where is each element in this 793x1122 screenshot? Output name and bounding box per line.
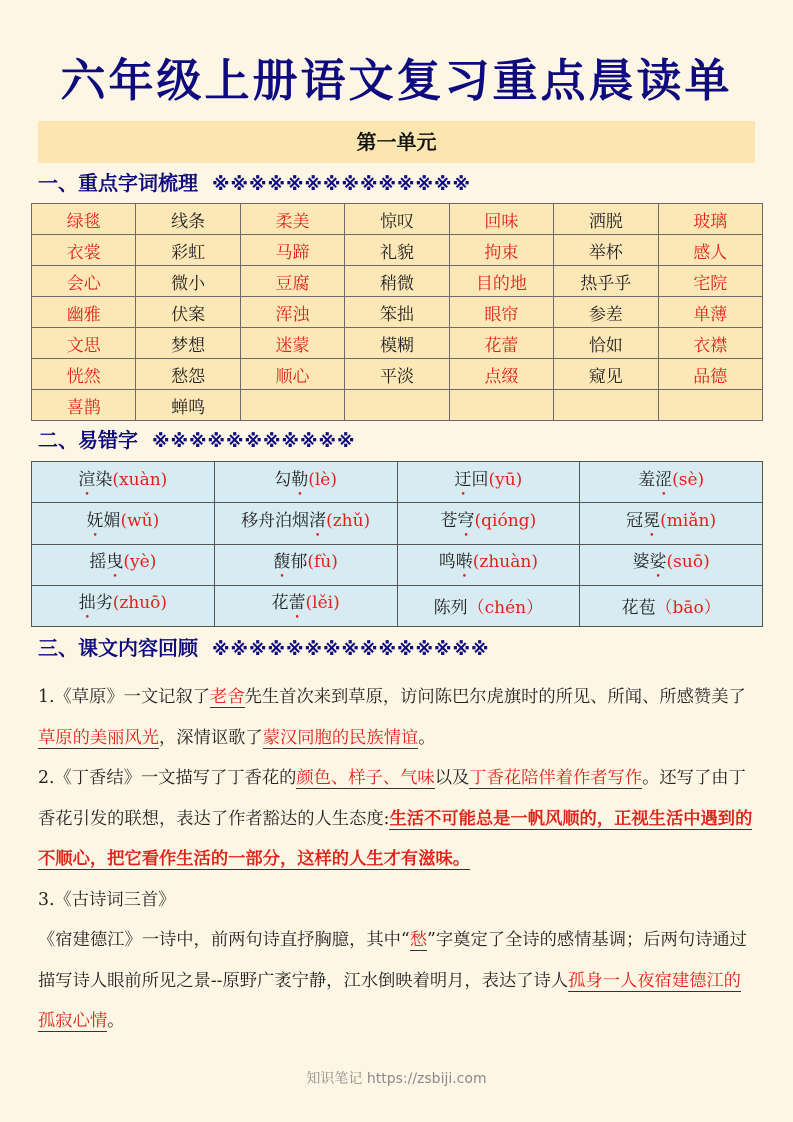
table-row [32,266,763,297]
text: 《宿建德江》一诗中，前两句诗直抒胸臆，其中“ [38,930,410,950]
word-cell: 迷蒙 [240,328,344,359]
section-title: 三、课文内容回顾 [38,636,198,660]
word-cell [345,390,449,421]
error-word: 渲染 [78,469,113,490]
table-row [32,359,763,390]
text: ，深情讴歌了 [158,727,263,748]
pinyin: (xuàn) [112,469,168,490]
error-word: 移舟泊烟渚 [241,510,327,531]
word-cell: 梦想 [136,328,240,359]
highlight: 颜色、样子、气味 [296,768,435,788]
text: 1.《草原》一文记叙了 [38,687,211,707]
word-cell: 笨拙 [345,297,449,328]
section-title: 一、重点字词梳理 [38,171,198,195]
word-cell: 恍然 [32,359,136,390]
error-word: 馥郁 [273,552,308,573]
section-title: 二、易错字 [38,428,138,452]
paragraph-caoyuan [38,677,758,758]
word-cell [449,390,553,421]
table-row [32,235,763,266]
pinyin: (zhuàn) [472,552,538,573]
error-word: 花蕾 [271,593,306,614]
error-cell [32,544,215,585]
error-cell [32,503,215,544]
error-cell [214,585,397,626]
section-heading-words [38,168,471,198]
error-cell [397,544,580,585]
pinyin: (qióng) [474,510,537,531]
word-cell: 热乎乎 [554,266,658,297]
error-word: 迂回 [454,469,489,490]
table-row [32,204,763,235]
table-row [32,390,763,421]
text: 。还写了由丁香花引发的联想，表达了作者豁达的人生态度: [38,768,746,829]
section-heading-review [38,633,490,663]
error-cell [214,503,397,544]
error-cell [32,462,215,503]
word-cell: 微小 [136,266,240,297]
error-word: 羞涩 [638,469,673,490]
word-cell: 浑浊 [240,297,344,328]
highlight: 愁 [409,930,428,950]
paragraph-poems-title: 3.《古诗词三首》 [38,889,176,910]
highlight: 孤身一人夜宿建德江的孤寂心情 [38,970,741,1031]
text: 2.《丁香结》一文描写了丁香花的 [38,768,297,788]
pinyin: （chén） [467,598,544,619]
word-cell: 愁怨 [136,359,240,390]
word-cell: 稍微 [345,266,449,297]
error-cell [397,462,580,503]
word-cell: 回味 [449,204,553,235]
error-cell [32,585,215,626]
error-cell [214,462,397,503]
error-word: 摇曳 [89,552,124,573]
pinyin: (lè) [308,469,337,490]
word-cell: 恰如 [554,328,658,359]
review-content [38,677,758,1042]
word-cell: 线条 [136,204,240,235]
word-cell: 蝉鸣 [136,390,240,421]
highlight: 蒙汉同胞的民族情谊 [262,727,419,748]
decor-marks: ※※※※※※※※※※※※※※ [212,174,471,195]
word-cell: 衣裳 [32,235,136,266]
table-row [32,328,763,359]
error-word: 婆娑 [632,552,667,573]
word-cell: 感人 [658,235,762,266]
text: ”字奠定了全诗的感情基调；后两句诗通过描写诗人眼前所见之景--原野广袤宁静，江水倒映着明月，表达了诗人 [38,930,747,991]
word-cell: 窥见 [554,359,658,390]
error-word: 冠冕 [626,510,661,531]
word-cell: 点缀 [449,359,553,390]
pinyin: (yū) [488,469,523,490]
table-row [32,297,763,328]
pinyin: (zhuō) [112,593,168,614]
word-cell [554,390,658,421]
word-cell: 顺心 [240,359,344,390]
text: 先生首次来到草原，访问陈巴尔虎旗时的所见、所闻、所感赞美了 [244,687,746,707]
pinyin: (lěi) [305,593,340,614]
word-cell: 豆腐 [240,266,344,297]
key-words-table [31,203,763,421]
word-cell: 花蕾 [449,328,553,359]
error-cell [397,585,580,626]
error-cell [580,544,763,585]
word-cell: 拘束 [449,235,553,266]
pinyin: （bāo） [655,598,721,619]
text: 。 [418,727,436,748]
error-word: 妩媚 [86,510,121,531]
unit-heading: 第一单元 [38,121,755,163]
pinyin: (suō) [666,552,710,573]
pinyin: (fù) [307,552,338,573]
word-cell: 彩虹 [136,235,240,266]
word-cell: 会心 [32,266,136,297]
error-word: 苍穹 [440,510,475,531]
error-prone-table [31,461,763,627]
error-cell [580,585,763,626]
word-cell: 洒脱 [554,204,658,235]
pinyin: (wǔ) [120,510,160,531]
word-cell: 文思 [32,328,136,359]
error-cell [397,503,580,544]
table-row [32,544,763,585]
word-cell: 幽雅 [32,297,136,328]
word-cell [240,390,344,421]
error-word: 拙劣 [78,593,113,614]
error-word: 陈列 [433,598,468,619]
word-cell: 平淡 [345,359,449,390]
page-title: 六年级上册语文复习重点晨读单 [60,54,733,107]
pinyin: (yè) [123,552,157,573]
highlight: 老舍 [210,687,245,707]
word-cell: 品德 [658,359,762,390]
word-cell: 绿毯 [32,204,136,235]
error-word: 花苞 [621,598,656,619]
footer-watermark: 知识笔记 https://zsbiji.com [306,1071,487,1087]
text: 。 [107,1011,125,1031]
word-cell: 礼貌 [345,235,449,266]
table-row [32,462,763,503]
decor-marks: ※※※※※※※※※※※ [152,431,356,452]
word-cell: 柔美 [240,204,344,235]
error-cell [580,503,763,544]
table-row [32,503,763,544]
word-cell: 宅院 [658,266,762,297]
pinyin: (zhǔ) [326,510,371,531]
error-cell [214,544,397,585]
error-word: 勾勒 [274,469,309,490]
section-heading-errors [38,425,356,455]
word-cell: 衣襟 [658,328,762,359]
word-cell: 目的地 [449,266,553,297]
word-cell: 单薄 [658,297,762,328]
word-cell: 喜鹊 [32,390,136,421]
word-cell: 马蹄 [240,235,344,266]
paragraph-dingxiangjie [38,758,758,880]
word-cell: 惊叹 [345,204,449,235]
highlight: 草原的美丽风光 [38,727,159,748]
decor-marks: ※※※※※※※※※※※※※※※ [212,639,490,660]
pinyin: (miǎn) [660,510,717,531]
paragraph-sujiandejiang [38,920,758,1042]
word-cell: 举杯 [554,235,658,266]
word-cell: 伏案 [136,297,240,328]
word-cell [658,390,762,421]
word-cell: 参差 [554,297,658,328]
pinyin: (sè) [672,469,705,490]
error-word: 鸣啭 [438,552,473,573]
text: 以及 [434,768,470,788]
table-row [32,585,763,626]
word-cell: 玻璃 [658,204,762,235]
highlight: 丁香花陪伴着作者写作 [469,768,643,788]
word-cell: 模糊 [345,328,449,359]
highlight: 生活不可能总是一帆风顺的，正视生活中遇到的不顺心，把它看作生活的一部分，这样的人生才有滋味。 [38,808,753,869]
word-cell: 眼帘 [449,297,553,328]
error-cell [580,462,763,503]
